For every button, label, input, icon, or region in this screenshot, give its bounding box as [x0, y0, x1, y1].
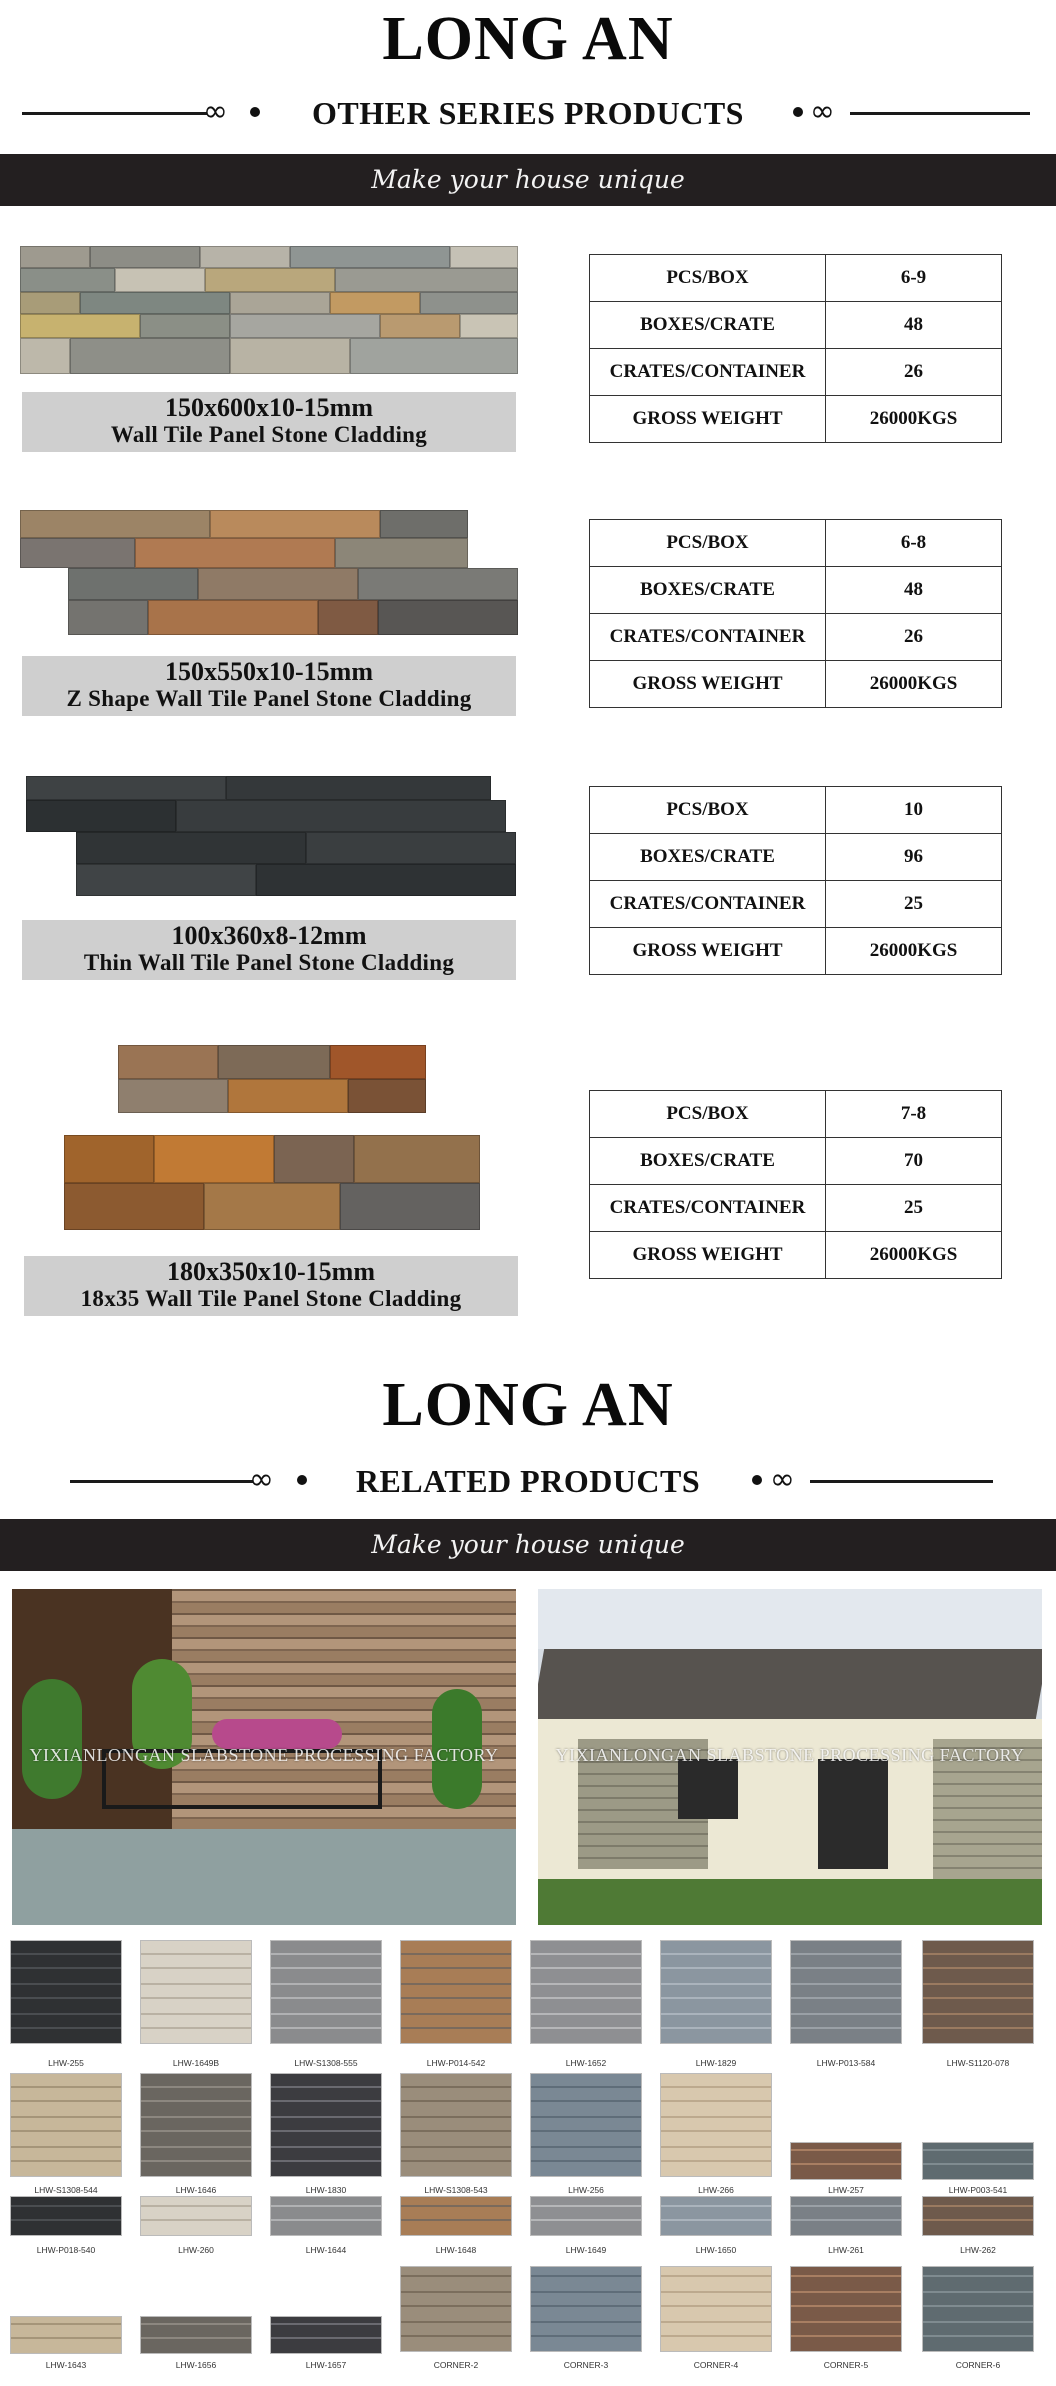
gallery-tile — [140, 2316, 252, 2372]
gallery-swatch — [790, 1940, 902, 2044]
gallery-label: LHW-1644 — [305, 2245, 347, 2255]
gallery-label: CORNER-6 — [955, 2360, 1001, 2370]
gallery-tile — [140, 2196, 252, 2257]
spec-row: GROSS WEIGHT 26000KGS — [590, 1232, 1002, 1279]
gallery-tile — [790, 1940, 902, 2070]
spec-table — [589, 1090, 1002, 1279]
related-brand-title: LONG AN — [382, 1371, 674, 1439]
gallery-label: LHW-1643 — [45, 2360, 87, 2370]
product-caption — [22, 656, 516, 716]
gallery-swatch — [790, 2196, 902, 2236]
product-name: 18x35 Wall Tile Panel Stone Cladding — [80, 1286, 462, 1311]
gallery-label: LHW-P018-540 — [36, 2245, 96, 2255]
gallery-swatch — [790, 2266, 902, 2352]
gallery-label: LHW-S1308-555 — [294, 2058, 358, 2068]
photo-watermark: YIXIANLONGAN SLABSTONE PROCESSING FACTORY — [555, 1745, 1025, 1765]
gallery-tile — [140, 2073, 252, 2197]
spec-row: CRATES/CONTAINER 25 — [590, 1185, 1002, 1232]
divider-line-right — [850, 112, 1030, 115]
gallery-tile — [660, 2266, 772, 2372]
product-name: Thin Wall Tile Panel Stone Cladding — [83, 950, 455, 975]
ornament-right-icon: ∞ — [810, 94, 835, 129]
stone-panel-image — [64, 1045, 480, 1230]
product-name: Z Shape Wall Tile Panel Stone Cladding — [66, 686, 472, 711]
gallery-swatch — [660, 2196, 772, 2236]
gallery-tile — [400, 2196, 512, 2257]
gallery-label: LHW-256 — [568, 2185, 604, 2195]
ornament-left-icon: ∞ — [249, 1462, 274, 1497]
section-heading-related — [0, 1461, 1056, 1501]
gallery-label: LHW-1646 — [175, 2185, 217, 2195]
gallery-tile — [922, 2196, 1034, 2257]
gallery-tile — [270, 2073, 382, 2197]
gallery-label: CORNER-3 — [563, 2360, 609, 2370]
spec-row: CRATES/CONTAINER 26 — [590, 614, 1002, 661]
gallery-swatch — [530, 1940, 642, 2044]
spec-row: CRATES/CONTAINER 26 — [590, 349, 1002, 396]
gallery-swatch — [270, 2196, 382, 2236]
section-subtitle: RELATED PRODUCTS — [355, 1463, 701, 1499]
gallery-label: LHW-1649 — [565, 2245, 607, 2255]
gallery-swatch — [400, 2266, 512, 2352]
spec-table — [589, 254, 1002, 443]
gallery-tile — [400, 2266, 512, 2372]
gallery-tile — [530, 2073, 642, 2197]
stone-panel-image — [20, 246, 518, 374]
gallery-tile — [660, 2196, 772, 2257]
gallery-swatch — [530, 2196, 642, 2236]
gallery-swatch — [400, 2196, 512, 2236]
gallery-label: LHW-1648 — [435, 2245, 477, 2255]
gallery-swatch — [922, 1940, 1034, 2044]
gallery-label: LHW-257 — [828, 2185, 864, 2195]
product-caption — [22, 920, 516, 980]
product-dimensions: 180x350x10-15mm — [167, 1257, 375, 1286]
spec-table — [589, 786, 1002, 975]
gallery-tile — [10, 2073, 122, 2197]
gallery-tile — [530, 2196, 642, 2257]
section-heading-other-series — [0, 93, 1056, 133]
gallery-label: LHW-S1120-078 — [946, 2058, 1010, 2068]
spec-row: CRATES/CONTAINER 25 — [590, 881, 1002, 928]
spec-row: BOXES/CRATE 48 — [590, 302, 1002, 349]
gallery-tile — [922, 2266, 1034, 2372]
gallery-tile — [790, 2196, 902, 2257]
gallery-tile — [270, 2196, 382, 2257]
section-subtitle: OTHER SERIES PRODUCTS — [312, 95, 744, 131]
gallery-tile — [922, 1940, 1034, 2070]
gallery-swatch — [660, 2266, 772, 2352]
gallery-swatch — [922, 2196, 1034, 2236]
gallery-tile — [400, 1940, 512, 2070]
spec-row: PCS/BOX 7-8 — [590, 1091, 1002, 1138]
tagline-banner: Make your house unique — [0, 1519, 1056, 1571]
gallery-tile — [530, 1940, 642, 2070]
gallery-label: LHW-266 — [698, 2185, 734, 2195]
gallery-label: CORNER-5 — [823, 2360, 869, 2370]
gallery-tile — [660, 1940, 772, 2070]
gallery-swatch — [660, 2073, 772, 2177]
gallery-label: LHW-1650 — [695, 2245, 737, 2255]
spec-row: GROSS WEIGHT 26000KGS — [590, 928, 1002, 975]
gallery-swatch — [530, 2266, 642, 2352]
gallery-tile — [530, 2266, 642, 2372]
gallery-tile — [400, 2073, 512, 2197]
divider-line-right — [810, 1480, 993, 1483]
gallery-swatch — [660, 1940, 772, 2044]
gallery-swatch — [140, 2073, 252, 2177]
gallery-swatch — [140, 2316, 252, 2354]
tagline-banner: Make your house unique — [0, 154, 1056, 206]
gallery-label: LHW-260 — [178, 2245, 214, 2255]
gallery-swatch — [10, 1940, 122, 2044]
gallery-label: LHW-255 — [48, 2058, 84, 2068]
gallery-swatch — [270, 2073, 382, 2177]
gallery-tile — [270, 2316, 382, 2372]
gallery-label: LHW-262 — [960, 2245, 996, 2255]
product-caption — [24, 1256, 518, 1316]
spec-row: PCS/BOX 6-8 — [590, 520, 1002, 567]
brand-title: LONG AN — [382, 5, 674, 73]
stone-panel-image — [26, 776, 516, 896]
spec-row: PCS/BOX 6-9 — [590, 255, 1002, 302]
spec-row: PCS/BOX 10 — [590, 787, 1002, 834]
gallery-swatch — [922, 2142, 1034, 2180]
gallery-label: LHW-1649B — [172, 2058, 220, 2068]
product-dimensions: 100x360x8-12mm — [171, 921, 367, 950]
ornament-left-icon: ∞ — [203, 94, 228, 129]
patio-photo — [12, 1589, 516, 1925]
gallery-label: LHW-1829 — [695, 2058, 737, 2068]
product-caption — [22, 392, 516, 452]
gallery-swatch — [140, 1940, 252, 2044]
gallery-label: LHW-1657 — [305, 2360, 347, 2370]
ornament-dot-right-icon — [793, 107, 803, 117]
gallery-swatch — [400, 2073, 512, 2177]
stone-panel-image — [20, 510, 518, 635]
ornament-right-icon: ∞ — [770, 1462, 795, 1497]
gallery-swatch — [400, 1940, 512, 2044]
spec-row: GROSS WEIGHT 26000KGS — [590, 396, 1002, 443]
gallery-tile — [10, 1940, 122, 2070]
gallery-swatch — [140, 2196, 252, 2236]
gallery-swatch — [10, 2073, 122, 2177]
gallery-tile — [10, 2316, 122, 2372]
gallery-label: CORNER-4 — [693, 2360, 739, 2370]
product-dimensions: 150x550x10-15mm — [165, 657, 373, 686]
gallery-tile — [790, 2266, 902, 2372]
gallery-label: LHW-P013-584 — [816, 2058, 876, 2068]
ornament-dot-right-icon — [752, 1475, 762, 1485]
gallery-tile — [140, 1940, 252, 2070]
gallery-label: LHW-S1308-543 — [424, 2185, 488, 2195]
house-photo — [538, 1589, 1042, 1925]
gallery-swatch — [270, 2316, 382, 2354]
photo-watermark: YIXIANLONGAN SLABSTONE PROCESSING FACTORY — [29, 1745, 499, 1765]
gallery-label: LHW-P003-541 — [948, 2185, 1008, 2195]
gallery-tile — [660, 2073, 772, 2197]
gallery-tile — [270, 1940, 382, 2070]
gallery-label: CORNER-2 — [433, 2360, 479, 2370]
product-name: Wall Tile Panel Stone Cladding — [110, 422, 428, 447]
gallery-label: LHW-1656 — [175, 2360, 217, 2370]
gallery-label: LHW-261 — [828, 2245, 864, 2255]
gallery-tile — [922, 2142, 1034, 2197]
spec-row: BOXES/CRATE 70 — [590, 1138, 1002, 1185]
gallery-tile — [790, 2142, 902, 2197]
gallery-swatch — [10, 2316, 122, 2354]
gallery-label: LHW-P014-542 — [426, 2058, 486, 2068]
gallery-label: LHW-S1308-544 — [34, 2185, 98, 2195]
spec-table — [589, 519, 1002, 708]
spec-row: BOXES/CRATE 48 — [590, 567, 1002, 614]
product-dimensions: 150x600x10-15mm — [165, 393, 373, 422]
spec-row: GROSS WEIGHT 26000KGS — [590, 661, 1002, 708]
gallery-swatch — [270, 1940, 382, 2044]
gallery-tile — [10, 2196, 122, 2257]
spec-row: BOXES/CRATE 96 — [590, 834, 1002, 881]
gallery-swatch — [790, 2142, 902, 2180]
gallery-label: LHW-1652 — [565, 2058, 607, 2068]
gallery-label: LHW-1830 — [305, 2185, 347, 2195]
gallery-swatch — [922, 2266, 1034, 2352]
gallery-swatch — [10, 2196, 122, 2236]
gallery-swatch — [530, 2073, 642, 2177]
